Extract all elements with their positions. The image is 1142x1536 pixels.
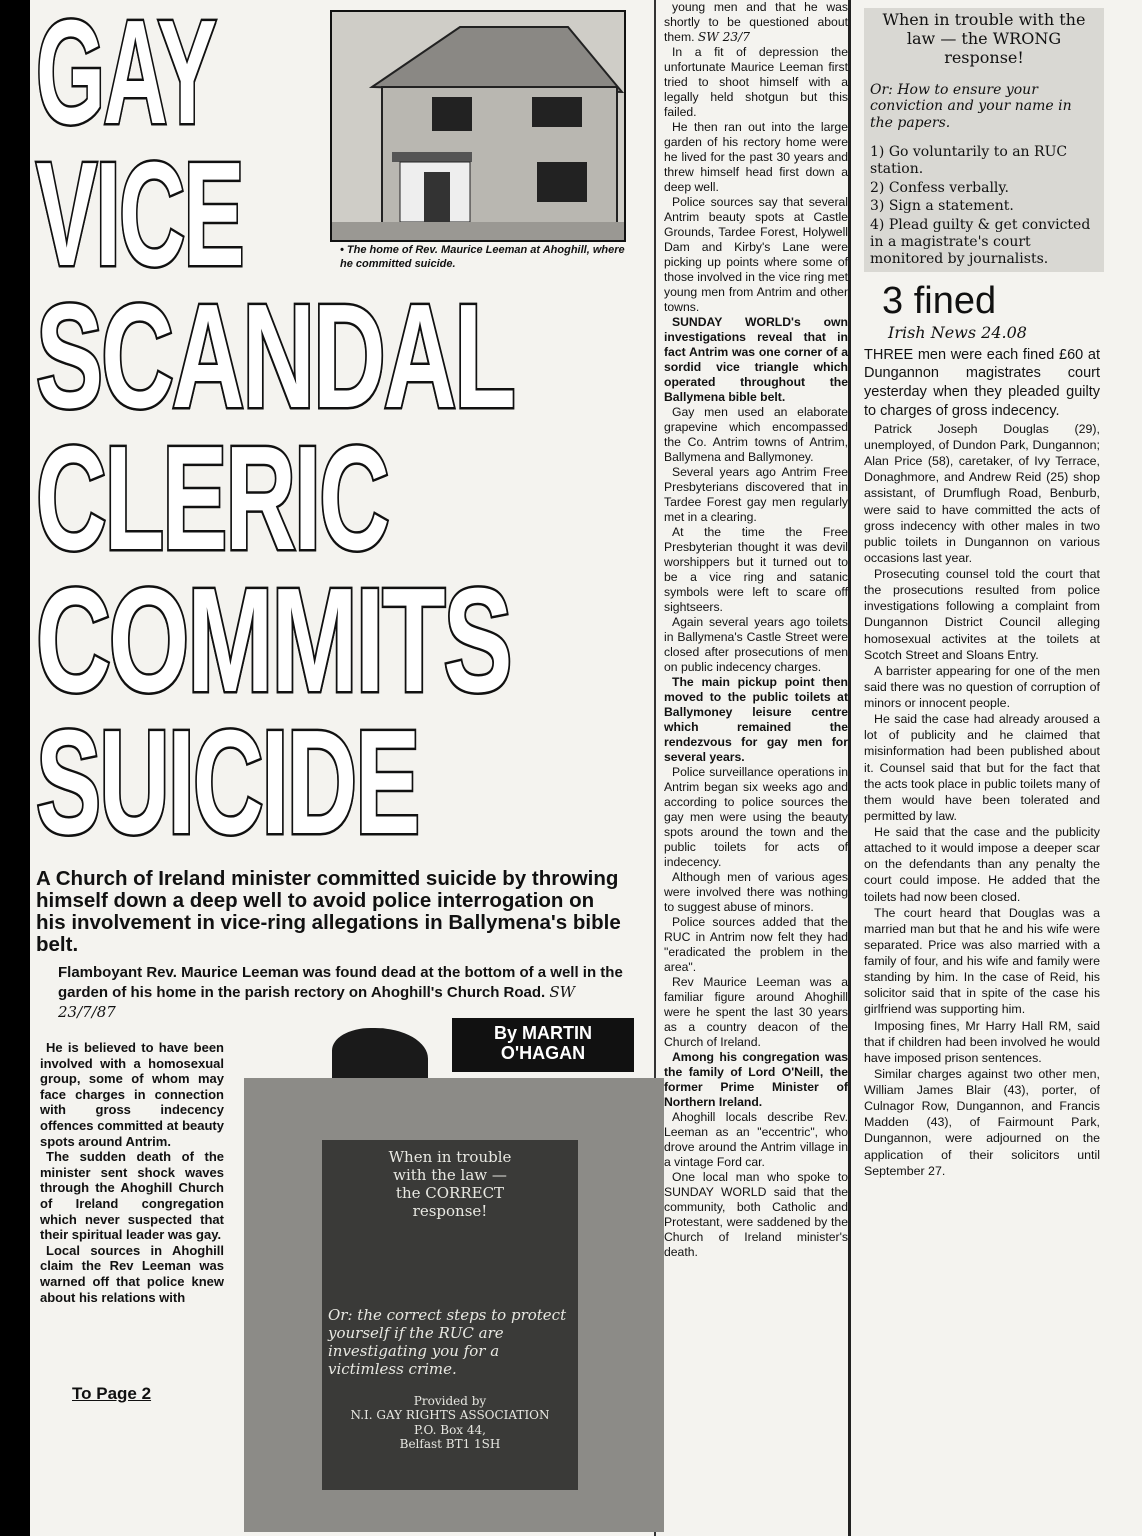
- paragraph: Although men of various ages were involved there was nothing to suggest abuse of minors.: [664, 870, 848, 914]
- lead-paragraph: [58, 964, 628, 1022]
- paragraph: One local man who spoke to SUNDAY WORLD said that the community, both Catholic and Protestant, were saddened by the Church of Ireland minister's death.: [664, 1170, 848, 1259]
- advert-footer-line: P.O. Box 44,: [414, 1422, 486, 1437]
- advert-title-line: When in trouble: [388, 1148, 512, 1166]
- byline-box: [452, 1018, 634, 1072]
- paragraph: [664, 0, 848, 45]
- steps-list: [870, 144, 1098, 268]
- box-title: When in trouble with the law — the WRONG response!: [882, 10, 1086, 68]
- box-subtitle: Or: How to ensure your conviction and your name in the papers.: [870, 81, 1072, 132]
- column-rule: [848, 0, 851, 1536]
- headline-line: CLERIC: [36, 416, 388, 582]
- list-item: 1) Go voluntarily to an RUC station.: [870, 143, 1068, 177]
- standfirst: A Church of Ireland minister committed suicide by throwing himself down a deep well to avoid police interrogation on his involvement in vice-ring allegations in Ballymena's bible belt.: [36, 867, 621, 957]
- byline-line: By MARTIN: [494, 1023, 592, 1043]
- paragraph: He then ran out into the large garden of his rectory home were he lived for the past 30 years and threw himself head first down a deep well.: [664, 120, 848, 194]
- list-item: 2) Confess verbally.: [870, 179, 1009, 196]
- paragraph-text: young men and that he was shortly to be questioned about them.: [664, 0, 848, 44]
- paragraph: Police sources say that several Antrim beauty spots at Castle Grounds, Tardee Forest, Holywell Dam and Kirby's Lane were picking up points where some of those involved in the vice ring met young men from Antrim and other towns.: [664, 195, 848, 314]
- paragraph: A barrister appearing for one of the men said there was no question of corruption of minors or innocent people.: [864, 663, 1100, 711]
- paragraph: At the time the Free Presbyterian thought it was devil worshippers but it turned out to be a vice ring and satanic symbols were left to scare off sightseers.: [664, 525, 848, 614]
- paragraph: Local sources in Ahoghill claim the Rev Leeman was warned off that police knew about his relations with: [40, 1242, 224, 1305]
- advert-title-line: response!: [412, 1202, 488, 1220]
- paragraph: Patrick Joseph Douglas (29), unemployed, of Dundon Park, Dungannon; Alan Price (58), caretaker, of Ivy Terrace, Donaghmore, and Andrew Reid (25) shop assistant, of Drumflugh Road, Benburb, were said to have committed the acts of gross indecency with other males in two public toilets in Dungannon on various occasions last year.: [864, 421, 1100, 565]
- paragraph: Police surveillance operations in Antrim began six weeks ago and according to police sources the gay men were using the beauty spots around the town and the public toilets for acts of indecency.: [664, 765, 848, 869]
- headline-line: GAY: [36, 0, 215, 155]
- continuation-link: To Page 2: [72, 1384, 152, 1403]
- paragraph: Similar charges against two other men, William James Blair (43), porter, of Culnagor Row, Dungannon, and Francis Madden (43), of Fairmount Park, Dungannon, were adjourned on the application of their solicitors until September 27.: [864, 1066, 1100, 1178]
- paragraph: Again several years ago toilets in Ballymena's Castle Street were closed after prosecutions of men on public indecency charges.: [664, 615, 848, 674]
- advert-footer: [328, 1394, 572, 1452]
- house-photo: [330, 10, 626, 242]
- advert-title-line: with the law —: [393, 1166, 507, 1184]
- paragraph: Gay men used an elaborate grapevine which encompassed the Co. Antrim towns of Antrim, Ballymena and Ballymoney.: [664, 405, 848, 464]
- paragraph: He said the case had already aroused a lot of publicity and he claimed that misinformation had been published about it. Counsel said that but for the fact that the acts took place in public toilets many of them would have been tolerated and permitted by law.: [864, 712, 1100, 823]
- paragraph: Rev Maurice Leeman was a familiar figure around Ahoghill were he spent the last 30 years as a country deacon of the Church of Ireland.: [664, 975, 848, 1049]
- list-item: 3) Sign a statement.: [870, 198, 1014, 215]
- paragraph: He is believed to have been involved with a homosexual group, some of whom may face charges in connection with gross indecency offences committed at beauty spots around Antrim.: [40, 1040, 224, 1149]
- advert-title-line: the CORRECT: [395, 1184, 505, 1202]
- list-item: 4) Plead guilty & get convicted in a magistrate's court monitored by journalists.: [870, 217, 1091, 267]
- middle-column: [664, 0, 848, 1260]
- article-body: [864, 346, 1104, 1179]
- headline-line: SCANDAL: [36, 274, 514, 440]
- article-title: 3 fined: [882, 279, 997, 322]
- paragraph: The main pickup point then moved to the public toilets at Ballymoney leisure centre which remained the rendezvous for gay men for several years.: [664, 675, 848, 764]
- paragraph: Imposing fines, Mr Harry Hall RM, said that if children had been involved he would have imposed prison sentences.: [864, 1018, 1100, 1065]
- byline-line: O'HAGAN: [500, 1042, 586, 1063]
- paragraph: Police sources added that the RUC in Antrim now felt they had "eradicated the problem in the area".: [664, 915, 848, 974]
- paragraph: In a fit of depression the unfortunate Maurice Leeman first tried to shoot himself with a legally held shotgun but this failed.: [664, 45, 848, 119]
- house-illustration: [332, 12, 626, 242]
- handwritten-note: Irish News 24.08: [888, 322, 1027, 342]
- advert-footer-line: Provided by: [413, 1394, 487, 1408]
- paragraph: Prosecuting counsel told the court that the prosecutions resulted from police investigations following a complaint from Dungannon District Council alleging homosexual activites at the toilets at Scotch Street and Sloans Entry.: [864, 567, 1100, 662]
- paragraph: The court heard that Douglas was a married man but that he and his wife were separated. Price was also married with a family of four, and his wife and family were standing by him. In the case of Reid, his solicitor said that in spite of the case his girlfriend was supporting him.: [864, 905, 1100, 1017]
- paragraph: SUNDAY WORLD's own investigations reveal that in fact Antrim was one corner of a sordid vice triangle which operated throughout the Ballymena bible belt.: [664, 315, 848, 404]
- paragraph: Ahoghill locals describe Rev. Leeman as an "eccentric", who drove around the Antrim village in a vintage Ford car.: [664, 1110, 848, 1169]
- photo-caption: • The home of Rev. Maurice Leeman at Ahoghill, where he committed suicide.: [340, 244, 625, 270]
- paragraph: Among his congregation was the family of Lord O'Neill, the former Prime Minister of Northern Ireland.: [664, 1050, 848, 1109]
- handwritten-note: SW 23/7/87: [58, 982, 576, 1021]
- paragraph: The sudden death of the minister sent shock waves through the Ahoghill Church of Ireland congregation which never suspected that their spiritual leader was gay.: [40, 1149, 224, 1243]
- headline-line: COMMITS: [36, 558, 511, 724]
- advert-body: Or: the correct steps to protect yourself if the RUC are investigating you for a victimless crime.: [328, 1306, 567, 1378]
- paragraph: He said that the case and the publicity attached to it would impose a deeper scar on the defendants than any penalty the court could impose. He added that the toilets had now been closed.: [864, 825, 1100, 904]
- lead-text: Flamboyant Rev. Maurice Leeman was found dead at the bottom of a well in the garden of his home in the parish rectory on Ahoghill's Church Road.: [58, 964, 623, 1001]
- advert-footer-line: N.I. GAY RIGHTS ASSOCIATION: [350, 1408, 550, 1423]
- paragraph: Several years ago Antrim Free Presbyterians discovered that in Tardee Forest gay men regularly met in a clearing.: [664, 465, 848, 524]
- wrong-response-box: [864, 8, 1104, 272]
- left-column: [40, 1040, 224, 1305]
- paragraph: THREE men were each fined £60 at Dungannon magistrates court yesterday when they pleaded guilty to charges of gross indecency.: [864, 346, 1100, 420]
- headline-line: SUICIDE: [36, 700, 419, 866]
- right-column: [864, 8, 1104, 1179]
- advert-footer-line: Belfast BT1 1SH: [399, 1437, 501, 1452]
- handwritten-note: SW 23/7: [697, 30, 750, 44]
- headline-line: VICE: [36, 132, 243, 298]
- advert-box: [322, 1140, 578, 1490]
